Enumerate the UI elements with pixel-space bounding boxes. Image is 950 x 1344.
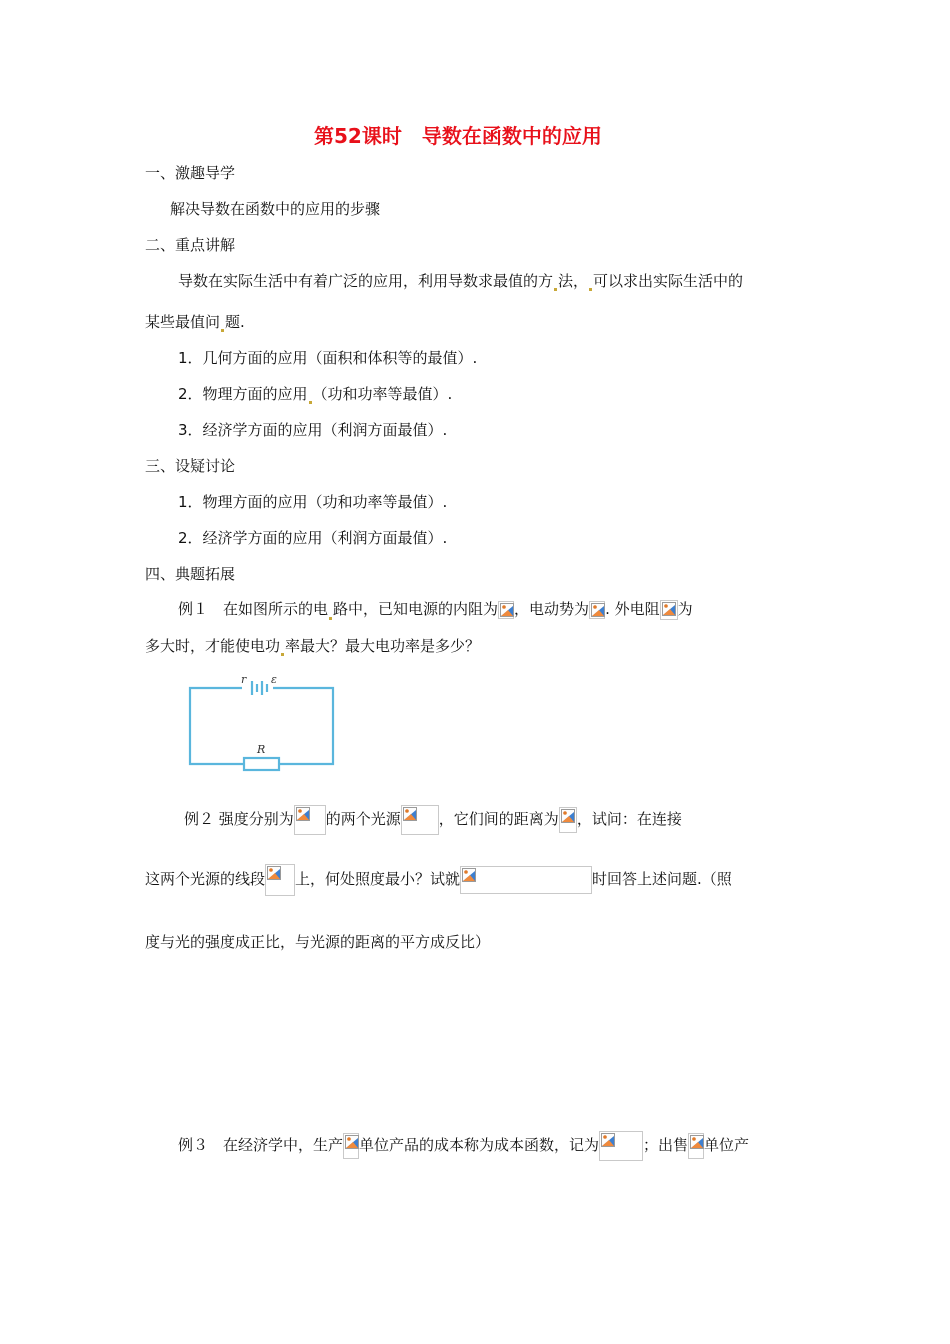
ex2-text: 上，何处照度最小？试就 [295,870,461,888]
ex2-text: 这两个光源的线段 [145,870,266,888]
broken-image-icon [343,1133,359,1159]
example-2-line2 [145,862,732,896]
section-3-item-2: 2．经济学方面的应用（利润方面最值）. [178,529,448,547]
stray-dot [329,617,332,620]
stray-dot [589,288,592,291]
section-4-heading: 四、典题拓展 [145,565,236,583]
broken-image-icon [498,601,514,619]
stray-dot [309,401,312,404]
ex2-text: 例２ 强度分别为 [184,810,294,828]
broken-image-icon [559,807,577,833]
section-3-item-1: 1．物理方面的应用（功和功率等最值）. [178,493,448,511]
ex2-text: ，它们间的距离为 [438,810,559,828]
ex1-text: 为 [677,600,693,618]
broken-image-icon [401,805,439,835]
item-text: （功和功率等最值）. [312,385,453,403]
ex3-text: 单位产品的成本称为成本函数，记为 [359,1136,600,1154]
ex1-text: 例１ 在如图所示的电 [178,600,329,618]
para-text: 某些最值问 [145,313,221,331]
section-2-heading: 二、重点讲解 [145,236,236,254]
ex1-text: ，电动势为 [514,600,590,618]
para-text: 可以求出实际生活中的 [593,272,744,290]
item-text: 2．物理方面的应用 [178,385,308,403]
ex1-text: 路 [333,600,349,618]
ex3-text: 例３ 在经济学中，生产 [178,1136,344,1154]
ex1-text: . 外电阻 [605,600,660,618]
example-2-line3: 度与光的强度成正比，与光源的距离的平方成反比） [145,933,491,951]
example-1-line2 [145,636,480,656]
ex2-text: 时回答上述问题.（照 [592,870,732,888]
emf-label: ε [271,673,277,686]
ex3-text: ；出售 [643,1136,689,1154]
example-2-line1 [184,802,682,836]
para-text: 法， [558,272,589,290]
circuit-wires [190,681,333,770]
ex1-text: 率最大？最大电功率是多少？ [285,637,481,655]
section-1-text: 解决导数在函数中的应用的步骤 [170,200,381,218]
broken-image-icon [589,601,605,619]
ex3-text: 单位产 [704,1136,750,1154]
para-text: 导数在实际生活中有着广泛的应用，利用导数求最值的方 [178,272,554,290]
section-2-item-1: 1．几何方面的应用（面积和体积等的最值）. [178,349,478,367]
broken-image-icon [460,866,592,894]
section-2-item-3: 3．经济学方面的应用（利润方面最值）. [178,421,448,439]
stray-dot [281,653,284,656]
broken-image-icon [294,805,326,835]
internal-resistance-label: r [241,673,247,686]
section-2-paragraph-line2 [145,312,245,332]
section-2-item-2 [178,384,452,404]
broken-image-icon [599,1131,643,1161]
ex1-text: 中，已知电源的内阻为 [348,600,499,618]
ex1-text: 多大时，才能使电功 [145,637,281,655]
para-text: 题. [225,313,245,331]
example-1-line1 [178,598,693,620]
broken-image-icon [660,600,678,620]
section-1-heading: 一、激趣导学 [145,164,236,182]
example-3-line1 [178,1128,749,1162]
section-2-paragraph-line1 [178,271,743,291]
section-3-heading: 三、设疑讨论 [145,457,236,475]
stray-dot [221,329,224,332]
ex2-text: ，试问：在连接 [576,810,682,828]
broken-image-icon [265,864,295,896]
external-resistance-label: R [257,743,266,756]
circuit-diagram [185,672,340,776]
stray-dot [554,288,557,291]
ex2-text: 的两个光源 [325,810,401,828]
broken-image-icon [688,1133,704,1159]
page-title: 第52课时 导数在函数中的应用 [314,124,602,148]
